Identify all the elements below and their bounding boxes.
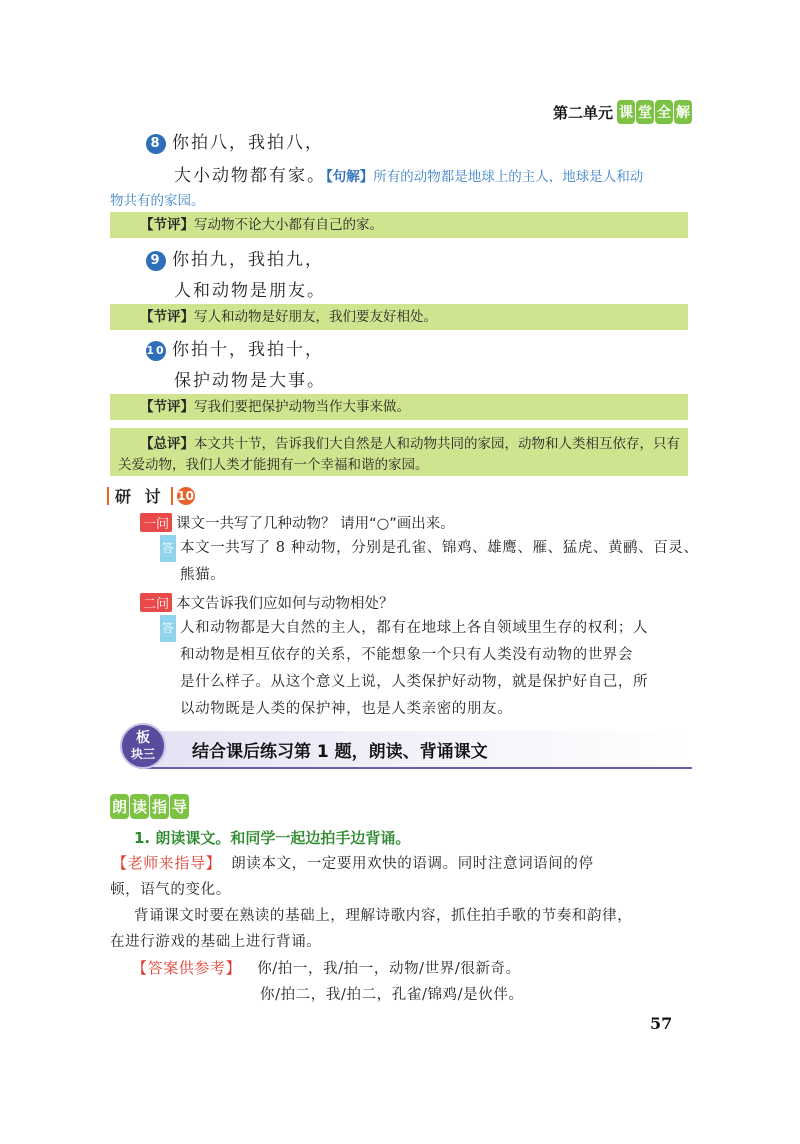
answer-line: 本文一共写了 8 种动物，分别是孔雀、锦鸡、雄鹰、雁、猛虎、黄鹂、百灵、 bbox=[180, 540, 699, 556]
answer-reference-line: 你/拍二，我/拍二，孔雀/锦鸡/是伙伴。 bbox=[260, 987, 524, 1003]
answer-reference bbox=[132, 957, 521, 978]
question-2 bbox=[140, 592, 394, 613]
heading-bar bbox=[171, 487, 173, 505]
answer-line: 以动物既是人类的保护神，也是人类亲密的朋友。 bbox=[180, 701, 513, 717]
discussion-heading bbox=[107, 484, 195, 507]
reading-guide-char: 指 bbox=[150, 794, 169, 819]
verse-10-line1 bbox=[146, 335, 324, 361]
page-header bbox=[553, 100, 692, 124]
section-badge bbox=[120, 723, 166, 769]
jujie-text-cont: 物共有的家园。 bbox=[110, 193, 205, 209]
verse-text: 大小动物都有家。 bbox=[174, 166, 326, 186]
verse-number-badge: 9 bbox=[146, 251, 166, 271]
comment-tag: 【节评】 bbox=[140, 309, 194, 325]
discussion-title: 研 讨 bbox=[115, 487, 165, 506]
answer-line: 人和动物都是大自然的主人，都有在地球上各自领域里生存的权利；人 bbox=[180, 620, 649, 636]
question-text: 本文告诉我们应如何与动物相处？ bbox=[176, 596, 394, 612]
section-comment bbox=[110, 304, 688, 330]
jujie-text: 所有的动物都是地球上的主人，地球是人和动 bbox=[373, 169, 644, 185]
page-number: 57 bbox=[650, 1014, 673, 1033]
reading-guide-char: 读 bbox=[130, 794, 149, 819]
section-comment bbox=[110, 212, 688, 238]
reading-guide-badge bbox=[110, 794, 189, 819]
exercise-title: 1. 朗读课文。和同学一起边拍手边背诵。 bbox=[134, 829, 411, 847]
heading-bar bbox=[107, 487, 109, 505]
verse-9-line2: 人和动物是朋友。 bbox=[174, 281, 326, 301]
answer-1 bbox=[160, 535, 700, 589]
brand-char: 全 bbox=[655, 100, 673, 124]
jujie-tag: 【句解】 bbox=[326, 169, 374, 185]
comment-text: 写人和动物是好朋友，我们要友好相处。 bbox=[194, 309, 437, 325]
overall-comment bbox=[110, 428, 688, 476]
brand-char: 解 bbox=[674, 100, 692, 124]
reading-guide-char: 导 bbox=[170, 794, 189, 819]
discussion-number-badge: 10 bbox=[177, 488, 194, 503]
recite-paragraph-cont: 在进行游戏的基础上进行背诵。 bbox=[110, 934, 322, 950]
teacher-text: 朗读本文，一定要用欢快的语调。同时注意词语间的停 bbox=[231, 856, 594, 872]
teacher-guide bbox=[112, 852, 692, 873]
summary-text: 本文共十节，告诉我们大自然是人和动物共同的家园，动物和人类相互依存，只有关爱动物，我们人类才能拥有一个幸福和谐的家园。 bbox=[118, 436, 680, 473]
comment-text: 写我们要把保护动物当作大事来做。 bbox=[194, 399, 410, 415]
question-tag: 一问 bbox=[140, 513, 172, 532]
verse-text: 你拍十，我拍十， bbox=[172, 340, 324, 360]
answer-2 bbox=[160, 615, 700, 723]
teacher-tag: 【老师来指导】 bbox=[112, 854, 222, 872]
section-banner bbox=[120, 723, 692, 771]
answer-tag: 答 bbox=[160, 535, 176, 562]
brand-char: 堂 bbox=[636, 100, 654, 124]
verse-number-badge: 8 bbox=[146, 134, 166, 154]
section-comment bbox=[110, 394, 688, 420]
verse-text: 你拍八，我拍八， bbox=[172, 133, 324, 153]
banner-underline bbox=[140, 767, 692, 769]
answer-tag: 答 bbox=[160, 615, 176, 642]
answer-reference-line: 你/拍一，我/拍一，动物/世界/很新奇。 bbox=[257, 961, 521, 977]
verse-number-badge: 10 bbox=[146, 341, 166, 361]
question-text: 课文一共写了几种动物？ 请用“○”画出来。 bbox=[176, 516, 455, 532]
section-badge-line1: 板 bbox=[136, 730, 150, 746]
answer-line: 熊猫。 bbox=[180, 567, 226, 583]
summary-tag: 【总评】 bbox=[140, 436, 194, 452]
unit-label: 第二单元 bbox=[552, 103, 613, 122]
question-1 bbox=[140, 512, 455, 533]
comment-tag: 【节评】 bbox=[140, 217, 194, 233]
teacher-text-cont: 顿，语气的变化。 bbox=[110, 882, 231, 898]
banner-title: 结合课后练习第 1 题，朗读、背诵课文 bbox=[192, 742, 488, 762]
reading-guide-char: 朗 bbox=[110, 794, 129, 819]
comment-tag: 【节评】 bbox=[140, 399, 194, 415]
verse-9-line1 bbox=[146, 245, 324, 271]
question-tag: 二问 bbox=[140, 593, 172, 612]
verse-10-line2: 保护动物是大事。 bbox=[174, 371, 326, 391]
verse-8-line1 bbox=[146, 128, 324, 154]
recite-paragraph: 背诵课文时要在熟读的基础上，理解诗歌内容，抓住拍手歌的节奏和韵律， bbox=[134, 908, 633, 924]
answer-line: 是什么样子。从这个意义上说，人类保护好动物，就是保护好自己，所 bbox=[180, 674, 649, 690]
answer-reference-tag: 【答案供参考】 bbox=[132, 959, 242, 977]
brand-char: 课 bbox=[617, 100, 635, 124]
brand-logo bbox=[617, 100, 692, 124]
comment-text: 写动物不论大小都有自己的家。 bbox=[194, 217, 383, 233]
answer-line: 和动物是相互依存的关系，不能想象一个只有人类没有动物的世界会 bbox=[180, 647, 633, 663]
section-badge-line2: 块三 bbox=[130, 747, 155, 761]
verse-8-line2 bbox=[174, 161, 643, 186]
verse-text: 你拍九，我拍九， bbox=[172, 250, 324, 270]
